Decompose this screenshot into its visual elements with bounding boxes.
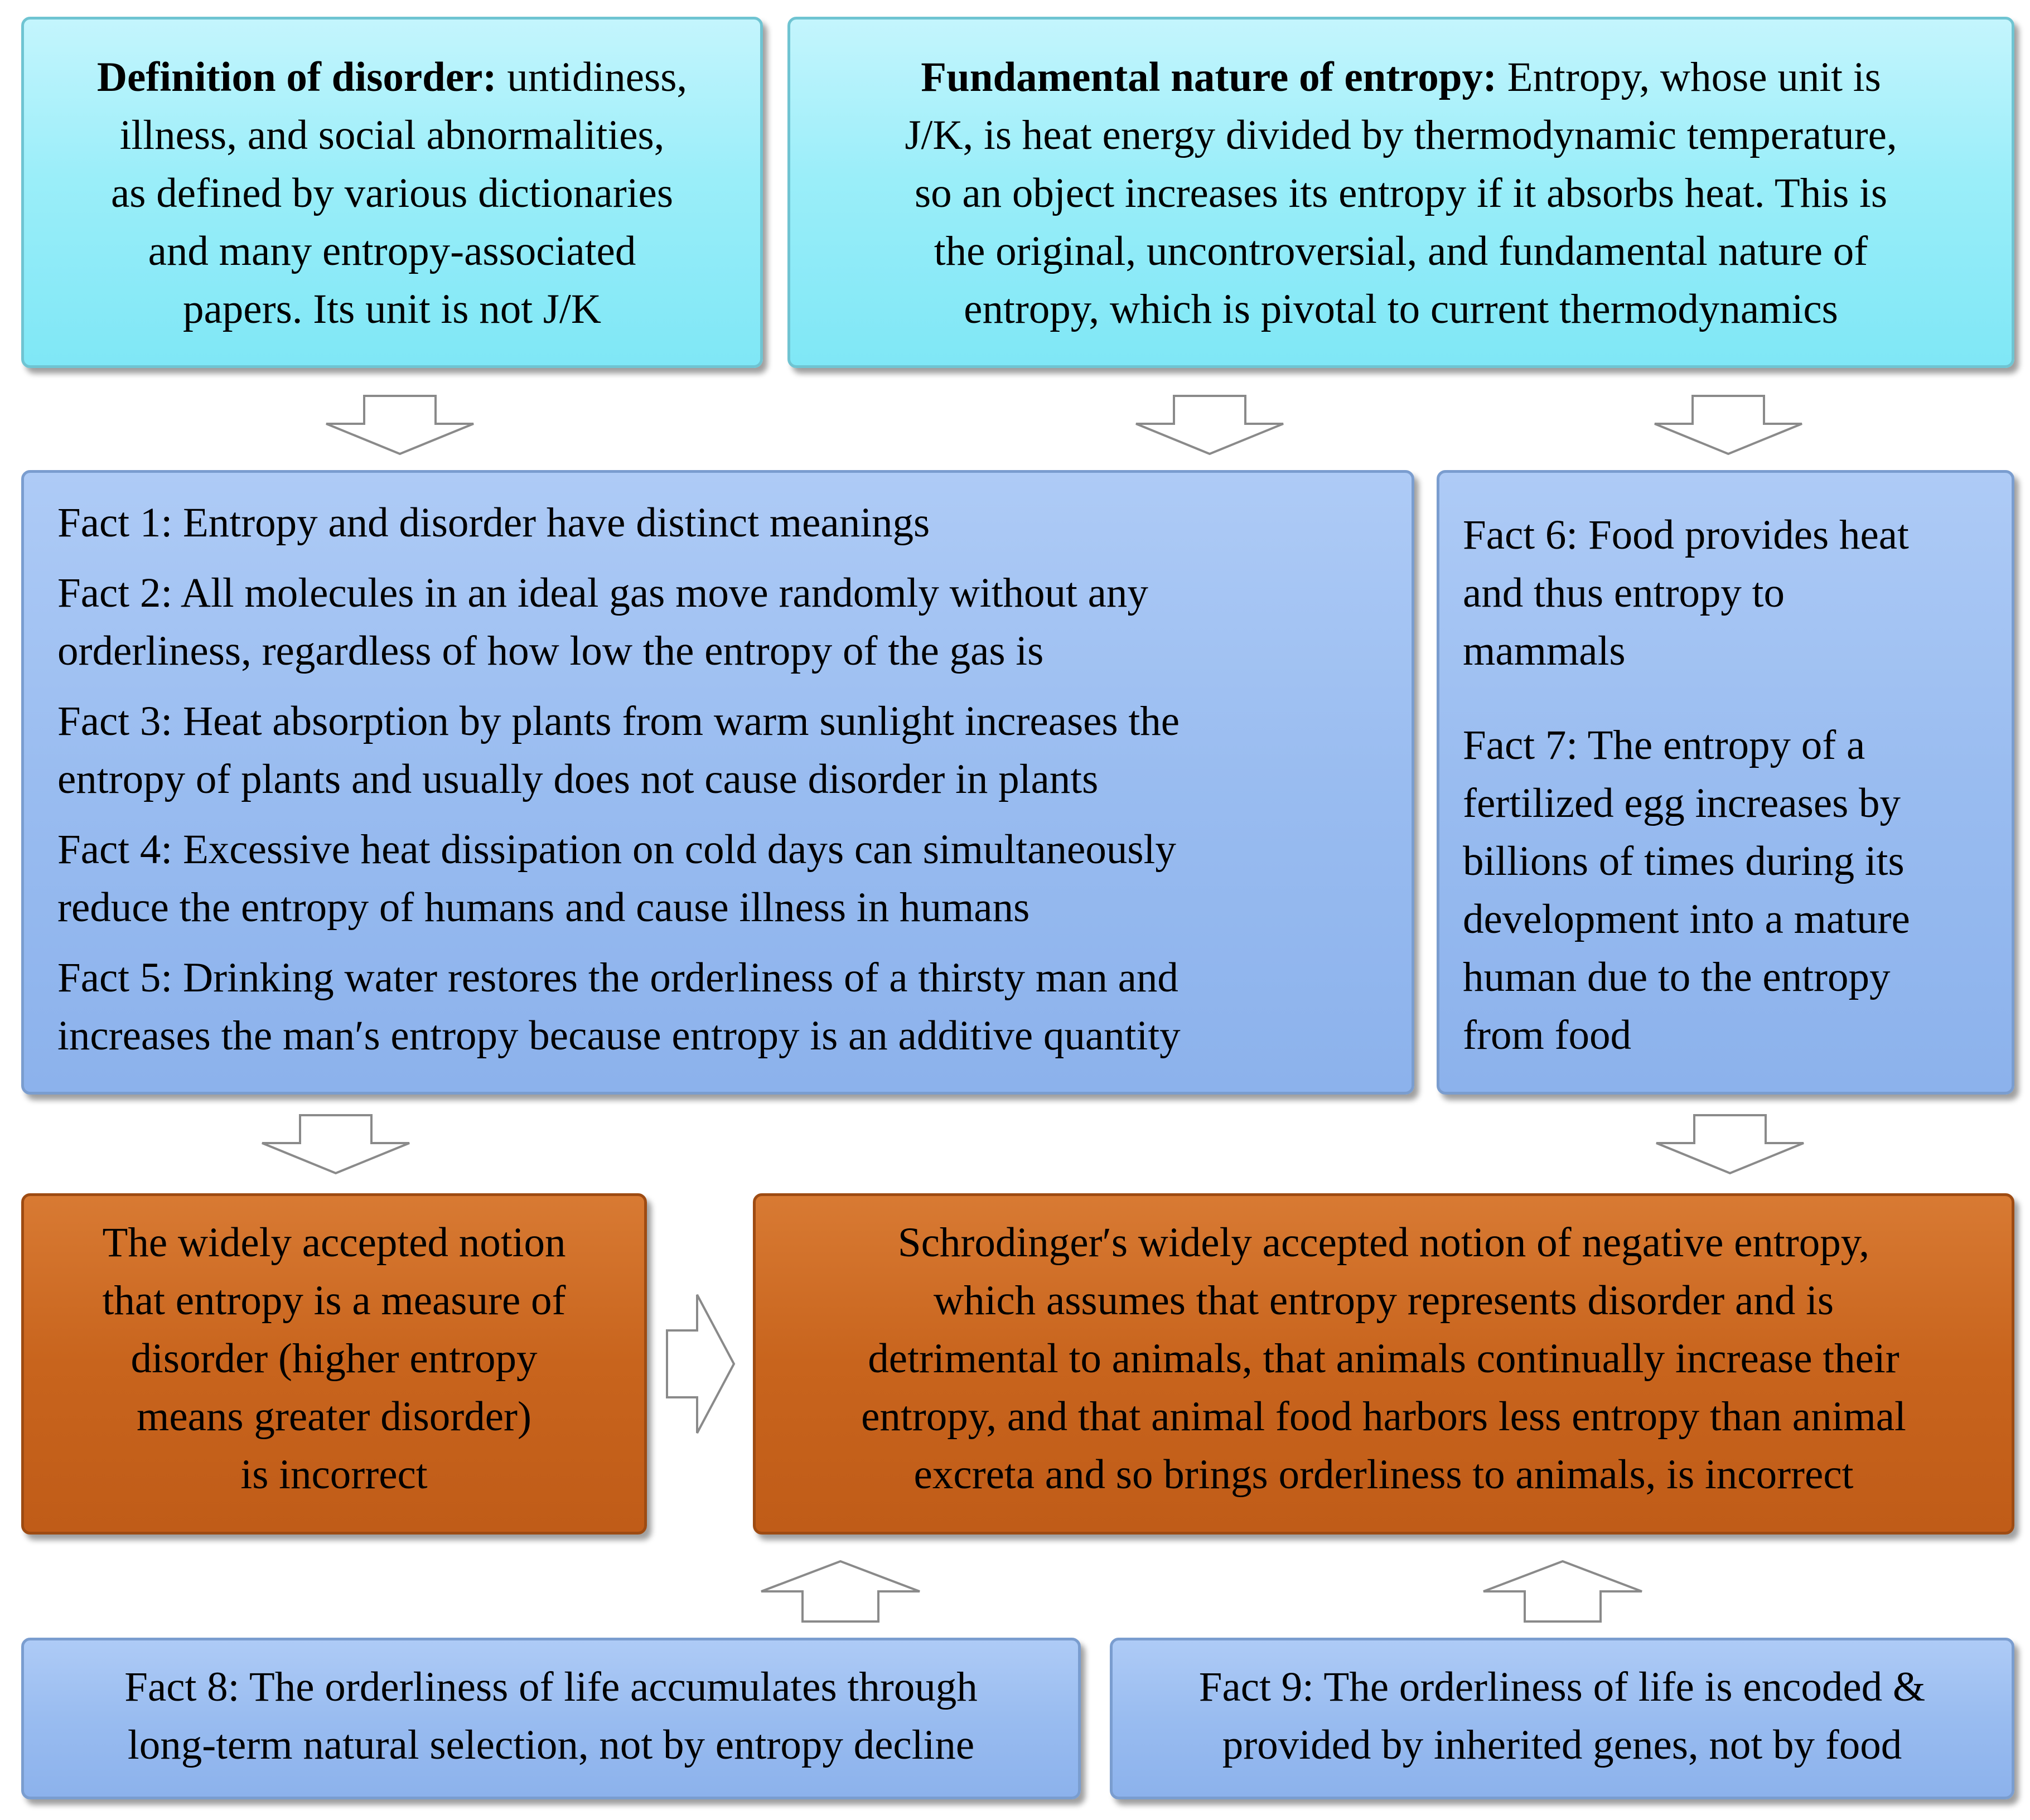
fact-5: Fact 5: Drinking water restores the orderliness of a thirsty man and increases the man′s entropy because entropy is an additive quantity bbox=[57, 955, 1181, 1059]
disorder-definition-line-1: Definition of disorder: untidiness, bbox=[96, 54, 688, 100]
down-arrow-4 bbox=[258, 1113, 414, 1175]
fact-8-line-1: Fact 8: The orderliness of life accumulates through bbox=[124, 1664, 978, 1710]
fact-8-line-2: long-term natural selection, not by entropy decline bbox=[127, 1722, 975, 1768]
fact-2: Fact 2: All molecules in an ideal gas move randomly without any orderliness, regardless of how low the entropy of the gas is bbox=[57, 570, 1148, 674]
entropy-nature-box bbox=[787, 17, 2014, 368]
entropy-nature-line-4: the original, uncontroversial, and fundamental nature of bbox=[934, 228, 1868, 274]
disorder-definition-line-5: papers. Its unit is not J/K bbox=[183, 286, 601, 332]
fact-6: Fact 6: Food provides heat and thus entropy to mammals bbox=[1463, 512, 1909, 674]
disorder-definition-line-4: and many entropy-associated bbox=[148, 228, 636, 274]
entropy-nature-line-3: so an object increases its entropy if it absorbs heat. This is bbox=[914, 170, 1888, 216]
facts-1-5-box bbox=[21, 470, 1414, 1095]
fact-9-box bbox=[1110, 1638, 2014, 1799]
entropy-nature-line-5: entropy, which is pivotal to current thermodynamics bbox=[964, 286, 1838, 332]
fact-9-line-2: provided by inherited genes, not by food bbox=[1222, 1722, 1902, 1768]
fact-9-line-1: Fact 9: The orderliness of life is encoded & bbox=[1198, 1664, 1926, 1710]
down-arrow-3 bbox=[1650, 394, 1806, 456]
right-arrow bbox=[665, 1291, 737, 1436]
entropy-nature-line-2: J/K, is heat energy divided by thermodynamic temperature, bbox=[905, 112, 1897, 158]
down-arrow-2 bbox=[1132, 394, 1288, 456]
down-arrow-5 bbox=[1652, 1113, 1808, 1175]
entropy-nature-line-1: Fundamental nature of entropy: Entropy, whose unit is bbox=[921, 54, 1881, 100]
disorder-definition-heading: Definition of disorder: bbox=[96, 54, 497, 100]
up-arrow-1 bbox=[757, 1559, 924, 1624]
up-arrow-2 bbox=[1479, 1559, 1646, 1624]
disorder-definition-line-2: illness, and social abnormalities, bbox=[119, 112, 665, 158]
fact-7: Fact 7: The entropy of a fertilized egg increases by billions of times during its development into a mature human due to the entropy from food bbox=[1463, 722, 1910, 1058]
facts-6-7-box bbox=[1437, 470, 2014, 1095]
fact-3: Fact 3: Heat absorption by plants from warm sunlight increases the entropy of plants and usually does not cause disorder in plants bbox=[57, 698, 1180, 802]
entropy-disorder-conclusion-box: The widely accepted notion that entropy is a measure of disorder (higher entropy means greater disorder) is incorrect bbox=[21, 1193, 647, 1535]
entropy-nature-heading: Fundamental nature of entropy: bbox=[921, 54, 1497, 100]
down-arrow-1 bbox=[322, 394, 478, 456]
fact-4: Fact 4: Excessive heat dissipation on cold days can simultaneously reduce the entropy of humans and cause illness in humans bbox=[57, 826, 1176, 931]
fact-8-box bbox=[21, 1638, 1081, 1799]
fact-1: Fact 1: Entropy and disorder have distinct meanings bbox=[57, 500, 930, 546]
disorder-definition-box bbox=[21, 17, 763, 368]
negative-entropy-conclusion-box: Schrodinger′s widely accepted notion of negative entropy, which assumes that entropy represents disorder and is detrimental to animals, that animals continually increase their entropy, and that animal food harbors less entropy than animal excreta and so brings orderliness to animals, is incorrect bbox=[753, 1193, 2014, 1535]
disorder-definition-line-3: as defined by various dictionaries bbox=[110, 170, 674, 216]
